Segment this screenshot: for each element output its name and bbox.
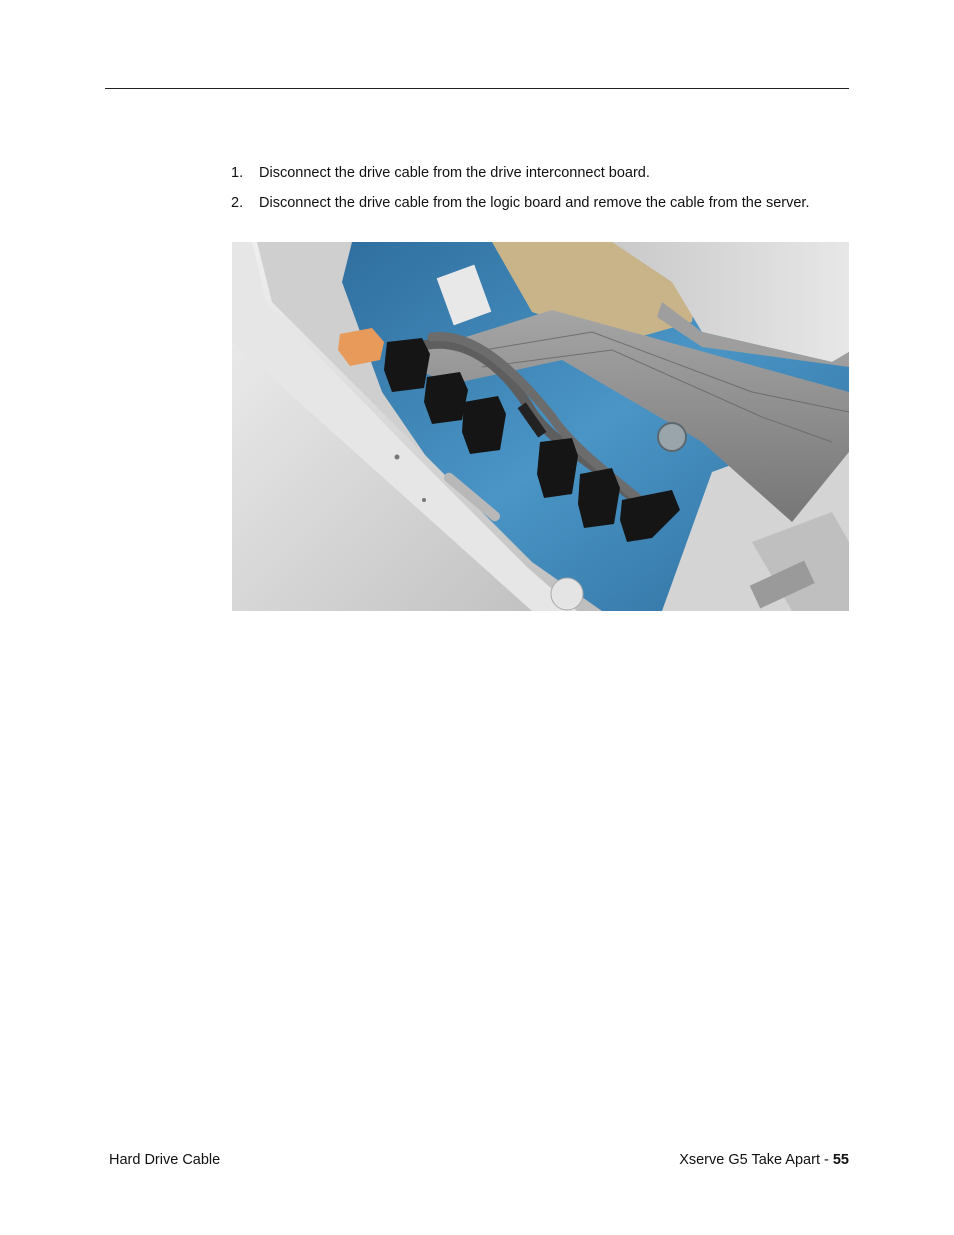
step-text: Disconnect the drive cable from the logic board and remove the cable from the server. [259,195,810,211]
step-number: 2. [231,195,244,211]
rail-screw [551,578,583,610]
footer-section-title: Hard Drive Cable [109,1152,221,1168]
step-item [231,164,871,182]
header-rule [105,88,849,89]
step-text: Disconnect the drive cable from the drive interconnect board. [259,165,650,181]
drive-connector [462,396,506,454]
step-item [231,194,871,212]
rail-hole [422,498,426,502]
instruction-steps [231,164,871,224]
drive-connector [578,468,620,528]
rail-hole [395,455,400,460]
capacitor [658,423,686,451]
drive-connector [384,338,430,392]
footer-document-title: Xserve G5 Take Apart - [679,1152,833,1168]
photo-illustration [232,242,849,611]
drive-connector [537,438,578,498]
drive-connector [424,372,468,424]
hard-drive-cable-photo [232,242,849,611]
footer-page-number: 55 [832,1152,849,1168]
footer-document-info [679,1151,849,1169]
step-number: 1. [231,165,244,181]
